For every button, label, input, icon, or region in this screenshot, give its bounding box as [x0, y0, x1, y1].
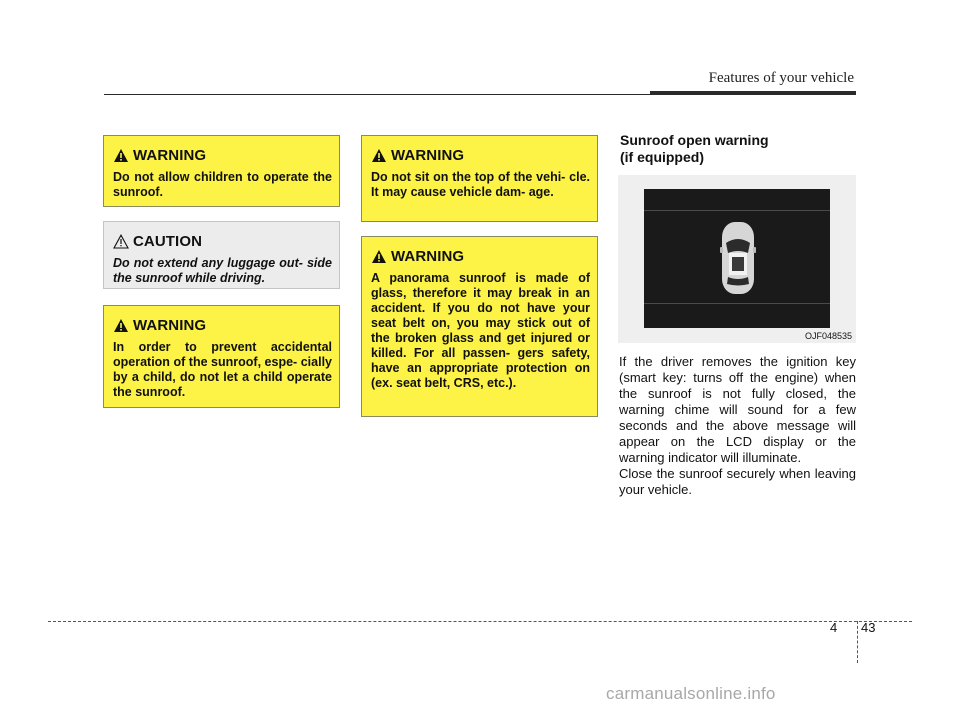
warning-title: WARNING: [133, 316, 207, 334]
warning-text: In order to prevent accidental operation of the sunroof, espe- cially by a child, do not let a child operate the sunroof.: [113, 340, 332, 399]
page-number: 43: [861, 620, 876, 635]
warning-box-accidental: [103, 305, 340, 408]
figure-code: OJF048535: [805, 331, 853, 341]
warning-triangle-icon: [371, 148, 387, 163]
lcd-display: [644, 189, 830, 328]
warning-title: WARNING: [391, 247, 465, 265]
warning-text: Do not sit on the top of the vehi- cle. It may cause vehicle dam- age.: [371, 170, 590, 199]
footer-rule: [48, 621, 912, 622]
lcd-divider: [644, 303, 830, 304]
page-chapter: 4: [830, 620, 838, 635]
header-title: Features of your vehicle: [708, 70, 854, 86]
section-heading-line1: Sunroof open warning: [620, 132, 769, 148]
caution-text: Do not extend any luggage out- side the sunroof while driving.: [113, 256, 332, 285]
warning-title: WARNING: [133, 146, 207, 164]
warning-box-panorama: [361, 236, 598, 417]
section-heading: [620, 132, 769, 166]
caution-title: CAUTION: [133, 232, 203, 250]
caution-triangle-icon: [113, 234, 129, 249]
paragraph: Close the sunroof securely when leaving your vehicle.: [619, 466, 856, 497]
warning-triangle-icon: [371, 249, 387, 264]
caution-box-luggage: [103, 221, 340, 289]
lcd-divider: [644, 210, 830, 211]
footer-divider: [857, 621, 858, 663]
watermark: carmanualsonline.info: [606, 684, 776, 703]
header-rule-accent: [650, 91, 856, 95]
warning-title: WARNING: [391, 146, 465, 164]
warning-text: Do not allow children to operate the sunroof.: [113, 170, 332, 199]
paragraph: If the driver removes the ignition key (smart key: turns off the engine) when the sunroof is not fully closed, the warning chime will sound for a few seconds and the above message will appear on the LCD display or the warning indicator will illuminate.: [619, 354, 856, 465]
warning-box-children: [103, 135, 340, 207]
warning-triangle-icon: [113, 318, 129, 333]
warning-text: A panorama sunroof is made of glass, therefore it may break in an accident. If you do not have your seat belt on, you may stick out of the broken glass and get injured or killed. For all passen- gers safety, have an appropriate protection on (ex. seat belt, CRS, etc.).: [371, 271, 590, 390]
warning-box-sit: [361, 135, 598, 222]
warning-triangle-icon: [113, 148, 129, 163]
car-top-view-icon: [720, 221, 756, 295]
section-heading-line2: (if equipped): [620, 149, 704, 165]
